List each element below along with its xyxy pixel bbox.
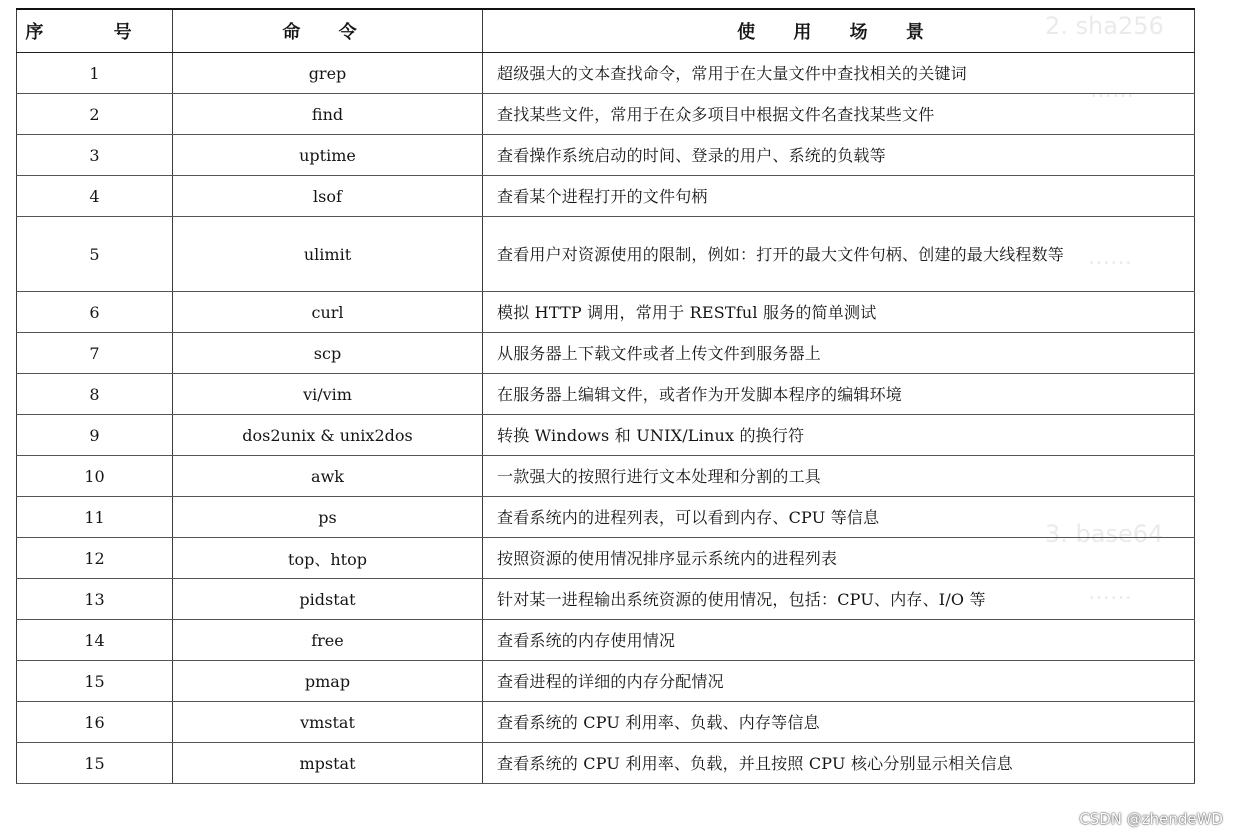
row-index: 16	[17, 702, 173, 743]
table-row	[17, 579, 1195, 620]
linux-commands-table	[16, 8, 1195, 784]
row-description: 查看系统的 CPU 利用率、负载，并且按照 CPU 核心分别显示相关信息	[483, 743, 1195, 784]
row-description: 按照资源的使用情况排序显示系统内的进程列表	[483, 538, 1195, 579]
table-row	[17, 53, 1195, 94]
row-index: 15	[17, 661, 173, 702]
row-index: 8	[17, 374, 173, 415]
table-row	[17, 333, 1195, 374]
row-description: 转换 Windows 和 UNIX/Linux 的换行符	[483, 415, 1195, 456]
table-row	[17, 292, 1195, 333]
row-command: top、htop	[173, 538, 483, 579]
row-description: 从服务器上下载文件或者上传文件到服务器上	[483, 333, 1195, 374]
row-index: 11	[17, 497, 173, 538]
row-index: 14	[17, 620, 173, 661]
row-description: 在服务器上编辑文件，或者作为开发脚本程序的编辑环境	[483, 374, 1195, 415]
row-command: find	[173, 94, 483, 135]
row-index: 5	[17, 217, 173, 292]
row-command: free	[173, 620, 483, 661]
watermark: CSDN @zhendeWD	[1079, 810, 1223, 828]
row-command: awk	[173, 456, 483, 497]
row-description: 超级强大的文本查找命令，常用于在大量文件中查找相关的关键词	[483, 53, 1195, 94]
row-command: grep	[173, 53, 483, 94]
row-command: uptime	[173, 135, 483, 176]
row-command: vi/vim	[173, 374, 483, 415]
row-command: curl	[173, 292, 483, 333]
header-scenario: 使 用 场 景	[483, 9, 1195, 53]
table-row	[17, 661, 1195, 702]
row-description: 查看系统的内存使用情况	[483, 620, 1195, 661]
row-description: 查找某些文件，常用于在众多项目中根据文件名查找某些文件	[483, 94, 1195, 135]
row-command: mpstat	[173, 743, 483, 784]
table-row	[17, 217, 1195, 292]
row-description: 针对某一进程输出系统资源的使用情况，包括：CPU、内存、I/O 等	[483, 579, 1195, 620]
row-description: 查看系统内的进程列表，可以看到内存、CPU 等信息	[483, 497, 1195, 538]
row-index: 7	[17, 333, 173, 374]
row-index: 6	[17, 292, 173, 333]
row-description: 查看操作系统启动的时间、登录的用户、系统的负载等	[483, 135, 1195, 176]
header-row	[17, 9, 1195, 53]
row-index: 13	[17, 579, 173, 620]
row-description: 查看进程的详细的内存分配情况	[483, 661, 1195, 702]
row-index: 3	[17, 135, 173, 176]
background-bleed-text: 3. base64	[1045, 520, 1164, 548]
row-command: vmstat	[173, 702, 483, 743]
row-index: 15	[17, 743, 173, 784]
row-command: pmap	[173, 661, 483, 702]
table-row	[17, 497, 1195, 538]
background-bleed-text: ……	[1090, 78, 1134, 103]
row-command: ps	[173, 497, 483, 538]
row-description: 一款强大的按照行进行文本处理和分割的工具	[483, 456, 1195, 497]
header-command: 命 令	[173, 9, 483, 53]
row-description: 查看某个进程打开的文件句柄	[483, 176, 1195, 217]
row-command: scp	[173, 333, 483, 374]
row-command: pidstat	[173, 579, 483, 620]
row-index: 2	[17, 94, 173, 135]
row-index: 10	[17, 456, 173, 497]
table-row	[17, 456, 1195, 497]
table-row	[17, 743, 1195, 784]
row-index: 4	[17, 176, 173, 217]
row-command: lsof	[173, 176, 483, 217]
row-index: 1	[17, 53, 173, 94]
row-description: 查看用户对资源使用的限制，例如：打开的最大文件句柄、创建的最大线程数等	[483, 217, 1195, 292]
row-description: 查看系统的 CPU 利用率、负载、内存等信息	[483, 702, 1195, 743]
table-row	[17, 94, 1195, 135]
header-index: 序 号	[17, 9, 173, 53]
table-row	[17, 374, 1195, 415]
row-command: ulimit	[173, 217, 483, 292]
table-row	[17, 620, 1195, 661]
table-row	[17, 702, 1195, 743]
row-index: 9	[17, 415, 173, 456]
row-index: 12	[17, 538, 173, 579]
table-row	[17, 415, 1195, 456]
table-row	[17, 135, 1195, 176]
background-bleed-text: ……	[1088, 580, 1132, 605]
background-bleed-text: ……	[1088, 245, 1132, 270]
row-command: dos2unix & unix2dos	[173, 415, 483, 456]
table-row	[17, 538, 1195, 579]
row-description: 模拟 HTTP 调用，常用于 RESTful 服务的简单测试	[483, 292, 1195, 333]
table-row	[17, 176, 1195, 217]
background-bleed-text: 2. sha256	[1045, 12, 1164, 40]
